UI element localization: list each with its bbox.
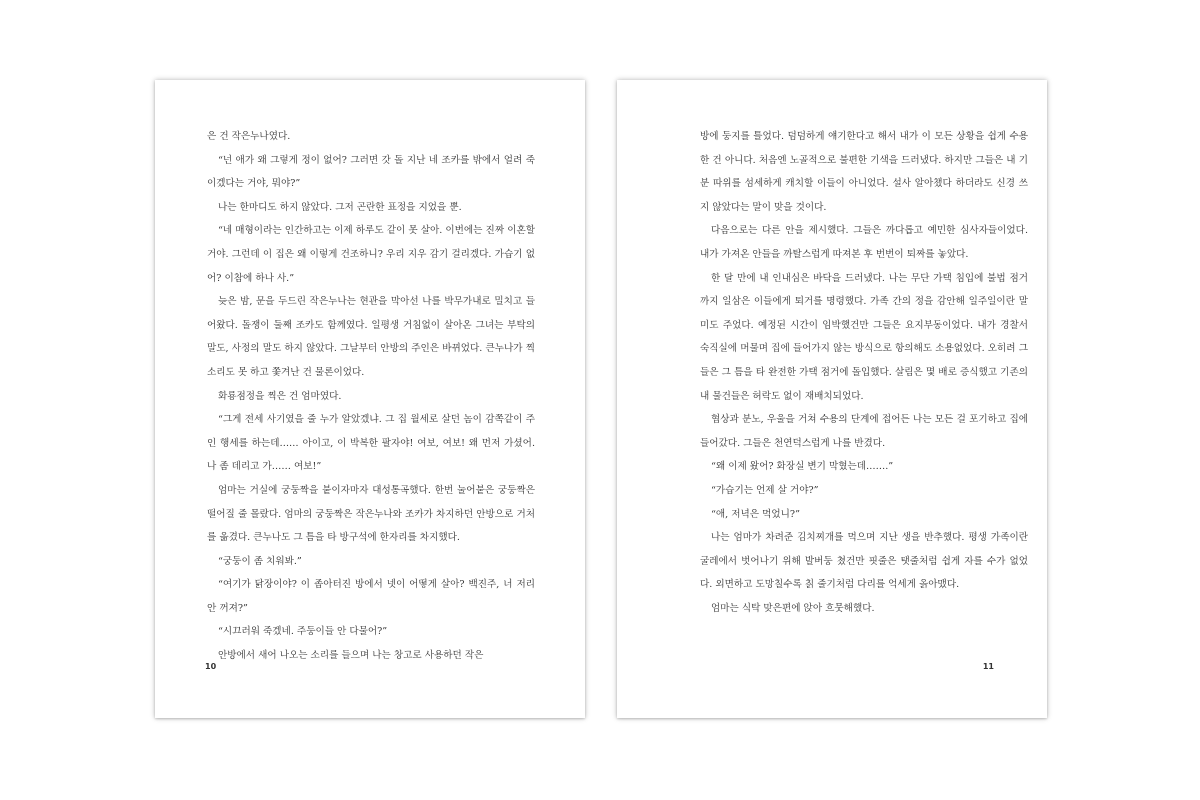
right-page-number: 11 — [982, 662, 994, 671]
left-page-text — [207, 125, 535, 668]
paragraph: 늦은 밤, 문을 두드린 작은누나는 현관을 막아선 나를 박무가내로 밀치고 들어왔다. 돌쟁이 둘째 조카도 함께였다. 일평생 거침없이 살아온 그녀는 부탁의 말도, 사정의 말도 하지 않았다. 그날부터 안방의 주인은 바뀌었다. 큰누나가 찍 소리도 못 하고 쫓겨난 건 물론이었다. — [207, 296, 535, 378]
left-page-number: 10 — [205, 662, 217, 671]
paragraph: “그게 전세 사기였을 줄 누가 알았겠냐. 그 집 월세로 살던 놈이 감쪽같이 주인 행세를 하는데…… 아이고, 이 박복한 팔자야! 여보, 여보! 왜 먼저 가셨어. 나 좀 데리고 가…… 여보!” — [207, 414, 535, 473]
paragraph: “시끄러워 죽겠네. 주둥이들 안 다물어?” — [218, 626, 388, 638]
paragraph: 한 달 만에 내 인내심은 바닥을 드러냈다. 나는 무단 가택 침입에 불법 점거까지 일삼은 이들에게 퇴거를 명령했다. 가족 간의 정을 감안해 일주일이란 말미도 주었다. 예정된 시간이 임박했건만 그들은 요지부동이었다. 내가 경찰서 숙직실에 머물며 집에 들어가지 않는 방식으로 항의해도 소용없었다. 오히려 그들은 그 틈을 타 완전한 가택 점거에 돌입했다. 살림은 몇 배로 증식했고 기존의 내 물건들은 허락도 없이 재배치되었다. — [700, 272, 1028, 402]
paragraph: 다음으로는 다른 안을 제시했다. 그들은 까다롭고 예민한 심사자들이었다. 내가 가져온 안들을 까탈스럽게 따져본 후 번번이 퇴짜를 놓았다. — [700, 225, 1028, 260]
paragraph: 나는 엄마가 차려준 김치찌개를 먹으며 지난 생을 반추했다. 평생 가족이란 굴레에서 벗어나기 위해 발버둥 쳤건만 핏줄은 탯줄처럼 쉽게 자를 수가 없었다. 외면하고 도망칠수록 칡 줄기처럼 다리를 억세게 옭아맸다. — [700, 532, 1028, 591]
paragraph: 안방에서 새어 나오는 소리를 들으며 나는 창고로 사용하던 작은 — [218, 650, 484, 662]
paragraph: 나는 한마디도 하지 않았다. 그저 곤란한 표정을 지었을 뿐. — [218, 201, 462, 213]
paragraph: “궁둥이 좀 치워봐.” — [218, 555, 302, 567]
left-page — [155, 80, 585, 718]
paragraph: 엄마는 거실에 궁둥짝을 붙이자마자 대성통곡했다. 한번 눌어붙은 궁둥짝은 떨어질 줄 몰랐다. 엄마의 궁둥짝은 작은누나와 조카가 차지하던 안방으로 거처를 옮겼다. 큰누나도 그 틈을 타 방구석에 한자리를 차지했다. — [207, 484, 535, 544]
paragraph: “네 매형이라는 인간하고는 이제 하루도 같이 못 살아. 이번에는 진짜 이혼할 거야. 그런데 이 집은 왜 이렇게 건조하니? 우리 지우 감기 걸리겠다. 가습기 없어? 이참에 하나 사.” — [207, 225, 535, 284]
paragraph: “왜 이제 왔어? 화장실 변기 막혔는데…….” — [711, 461, 894, 473]
right-page — [617, 80, 1047, 718]
paragraph: 엄마는 식탁 맞은편에 앉아 흐뭇해했다. — [711, 602, 875, 614]
paragraph: 협상과 분노, 우울을 거쳐 수용의 단계에 접어든 나는 모든 걸 포기하고 집에 들어갔다. 그들은 천연덕스럽게 나를 반겼다. — [700, 414, 1028, 449]
paragraph: 화룡점정을 찍은 건 엄마였다. — [218, 390, 342, 402]
paragraph: “넌 애가 왜 그렇게 정이 없어? 그러면 갓 돌 지난 네 조카를 밖에서 얼려 죽이겠다는 거야, 뭐야?” — [207, 154, 535, 190]
paragraph: 은 건 작은누나였다. — [207, 131, 291, 142]
paragraph: “가습기는 언제 살 거야?” — [711, 484, 819, 496]
right-page-text — [700, 125, 1028, 620]
paragraph: “애, 저녁은 먹었니?” — [711, 508, 800, 520]
paragraph: 방에 둥지를 틀었다. 덤덤하게 얘기한다고 해서 내가 이 모든 상황을 쉽게 수용한 건 아니다. 처음엔 노골적으로 불편한 기색을 드러냈다. 하지만 그들은 내 기분 따위를 섬세하게 캐치할 이들이 아니었다. 설사 알아챘다 하더라도 신경 쓰지 않았다는 말이 맞을 것이다. — [700, 131, 1028, 213]
paragraph: “여기가 닭장이야? 이 좁아터진 방에서 넷이 어떻게 살아? 백진주, 너 저리 안 꺼져?” — [207, 579, 535, 614]
